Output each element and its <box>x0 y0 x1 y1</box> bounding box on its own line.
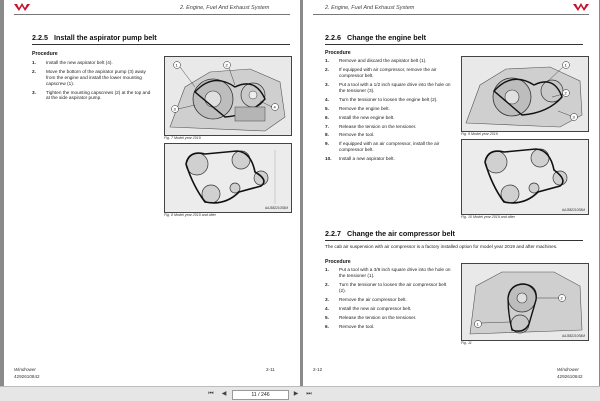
figure-code: AAJ582210S8M <box>264 206 288 210</box>
list-item: 2. If equipped with air compressor, remove the air compressor belt. <box>325 66 437 78</box>
list-item: 6. Remove the tool. <box>325 323 375 329</box>
figure-engine-belt <box>461 56 589 132</box>
list-item: 1. Install the new aspirator belt (4). <box>32 60 113 65</box>
list-item: 7. Release the tension on the tensioner. <box>325 123 417 129</box>
section-number: 2.2.5 <box>32 33 48 42</box>
section-rule <box>325 240 583 241</box>
section-title <box>325 33 426 42</box>
prev-page-icon[interactable]: ◀ <box>221 391 227 397</box>
belt-routing-diagram-icon <box>165 144 291 212</box>
callout-label: 1 <box>564 62 567 68</box>
footer-doc-number: 4292610842 <box>14 374 40 379</box>
right-page <box>303 0 599 386</box>
figure-caption: Fig. 7 Model year 2019 <box>164 136 201 140</box>
figure-air-compressor-belt <box>461 263 589 341</box>
footer-product: Windrower <box>14 367 36 372</box>
callout-label: 2 <box>560 295 563 301</box>
engine-diagram-icon <box>165 57 291 135</box>
list-item: 3. Put a tool with a 1/2 inch square drive into the hole on the tensioner (3). <box>325 81 451 93</box>
callout-label: 3 <box>572 114 575 120</box>
last-page-icon[interactable]: ⏭ <box>306 391 312 397</box>
footer-doc-number: 4292610842 <box>557 374 583 379</box>
list-item: 5. Release the tension on the tensioner. <box>325 314 417 320</box>
list-item: 3. Remove the air compressor belt. <box>325 296 407 302</box>
compressor-diagram-icon <box>462 264 588 340</box>
list-item: 4. Turn the tensioner to loosen the engine belt (2). <box>325 96 438 102</box>
engine-diagram-icon <box>462 57 588 131</box>
section-rule <box>325 44 583 45</box>
next-page-icon[interactable]: ▶ <box>293 391 299 397</box>
list-item: 10. Install a new aspirator belt. <box>325 156 395 162</box>
callout-label: 2 <box>225 62 228 68</box>
figure-caption: Fig. 8 Model year 2019 and after <box>164 213 216 217</box>
list-item: 1. Remove and discard the aspirator belt (1). <box>325 58 427 63</box>
callout-label: 1 <box>476 321 479 327</box>
figure-code: AAJ582210S8M <box>561 208 585 212</box>
section-heading: Change the air compressor belt <box>347 229 455 238</box>
figure-code: AAJ582210S8M <box>561 334 585 338</box>
brand-logo-icon <box>573 3 589 12</box>
belt-routing-diagram-icon <box>462 140 588 214</box>
footer-product: Windrower <box>557 367 579 372</box>
figure-aspirator-pump <box>164 56 292 136</box>
viewer-toolbar <box>0 386 600 401</box>
section-heading: Change the engine belt <box>347 33 427 42</box>
callout-label: 4 <box>273 104 276 110</box>
procedure-label: Procedure <box>325 259 351 265</box>
list-item: 3. Tighten the mounting capscrews (2) at the top and at the side aspirator pump. <box>32 89 151 101</box>
header-rule <box>313 14 589 15</box>
list-item: 8. Remove the tool. <box>325 132 375 138</box>
list-item: 9. If equipped with an air compressor, install the air compressor belt. <box>325 141 440 153</box>
list-item: 5. Remove the engine belt. <box>325 105 390 111</box>
running-head: 2. Engine, Fuel And Exhaust System <box>325 5 415 11</box>
section-title <box>32 33 157 42</box>
list-item: 2. Move the bottom of the aspirator pump (3) away from the engine and install the lower mounting capscrew (1). <box>32 68 146 86</box>
procedure-label: Procedure <box>325 50 351 56</box>
list-item: 2. Turn the tensioner to loosen the air compressor belt (2). <box>325 281 447 293</box>
figure-caption: Fig. 10 Model year 2019 and after <box>461 215 515 219</box>
intro-paragraph: The cab air suspension with air compressor is a factory installed option for model year 2019 and after machines. <box>325 244 558 249</box>
procedure-steps <box>325 267 451 333</box>
callout-label: 1 <box>175 62 178 68</box>
procedure-steps <box>325 58 455 165</box>
page-number: 2-12 <box>313 367 323 372</box>
left-page <box>4 0 300 386</box>
list-item: 1. Put a tool with a 3/8 inch square drive into the hole on the tensioner (1). <box>325 267 451 278</box>
section-rule <box>32 44 290 45</box>
page-indicator[interactable]: 11 / 246 <box>232 390 289 400</box>
section-heading: Install the aspirator pump belt <box>54 33 157 42</box>
first-page-icon[interactable]: ⏮ <box>208 391 214 397</box>
running-head: 2. Engine, Fuel And Exhaust System <box>180 5 270 11</box>
figure-caption: Fig. 11 <box>461 341 472 345</box>
callout-label: 2 <box>564 90 567 96</box>
procedure-steps <box>32 60 154 104</box>
section-number: 2.2.7 <box>325 229 341 238</box>
figure-belt-routing <box>164 143 292 213</box>
page-number: 2-11 <box>266 367 275 372</box>
figure-belt-routing <box>461 139 589 215</box>
section-title <box>325 229 455 238</box>
figure-caption: Fig. 9 Model year 2019 <box>461 132 498 136</box>
section-number: 2.2.6 <box>325 33 341 42</box>
callout-label: 3 <box>173 106 176 112</box>
header-rule <box>14 14 290 15</box>
list-item: 4. Install the new air compressor belt. <box>325 305 412 311</box>
brand-logo-icon <box>14 3 30 12</box>
procedure-label: Procedure <box>32 51 58 57</box>
list-item: 6. Install the new engine belt. <box>325 114 395 120</box>
